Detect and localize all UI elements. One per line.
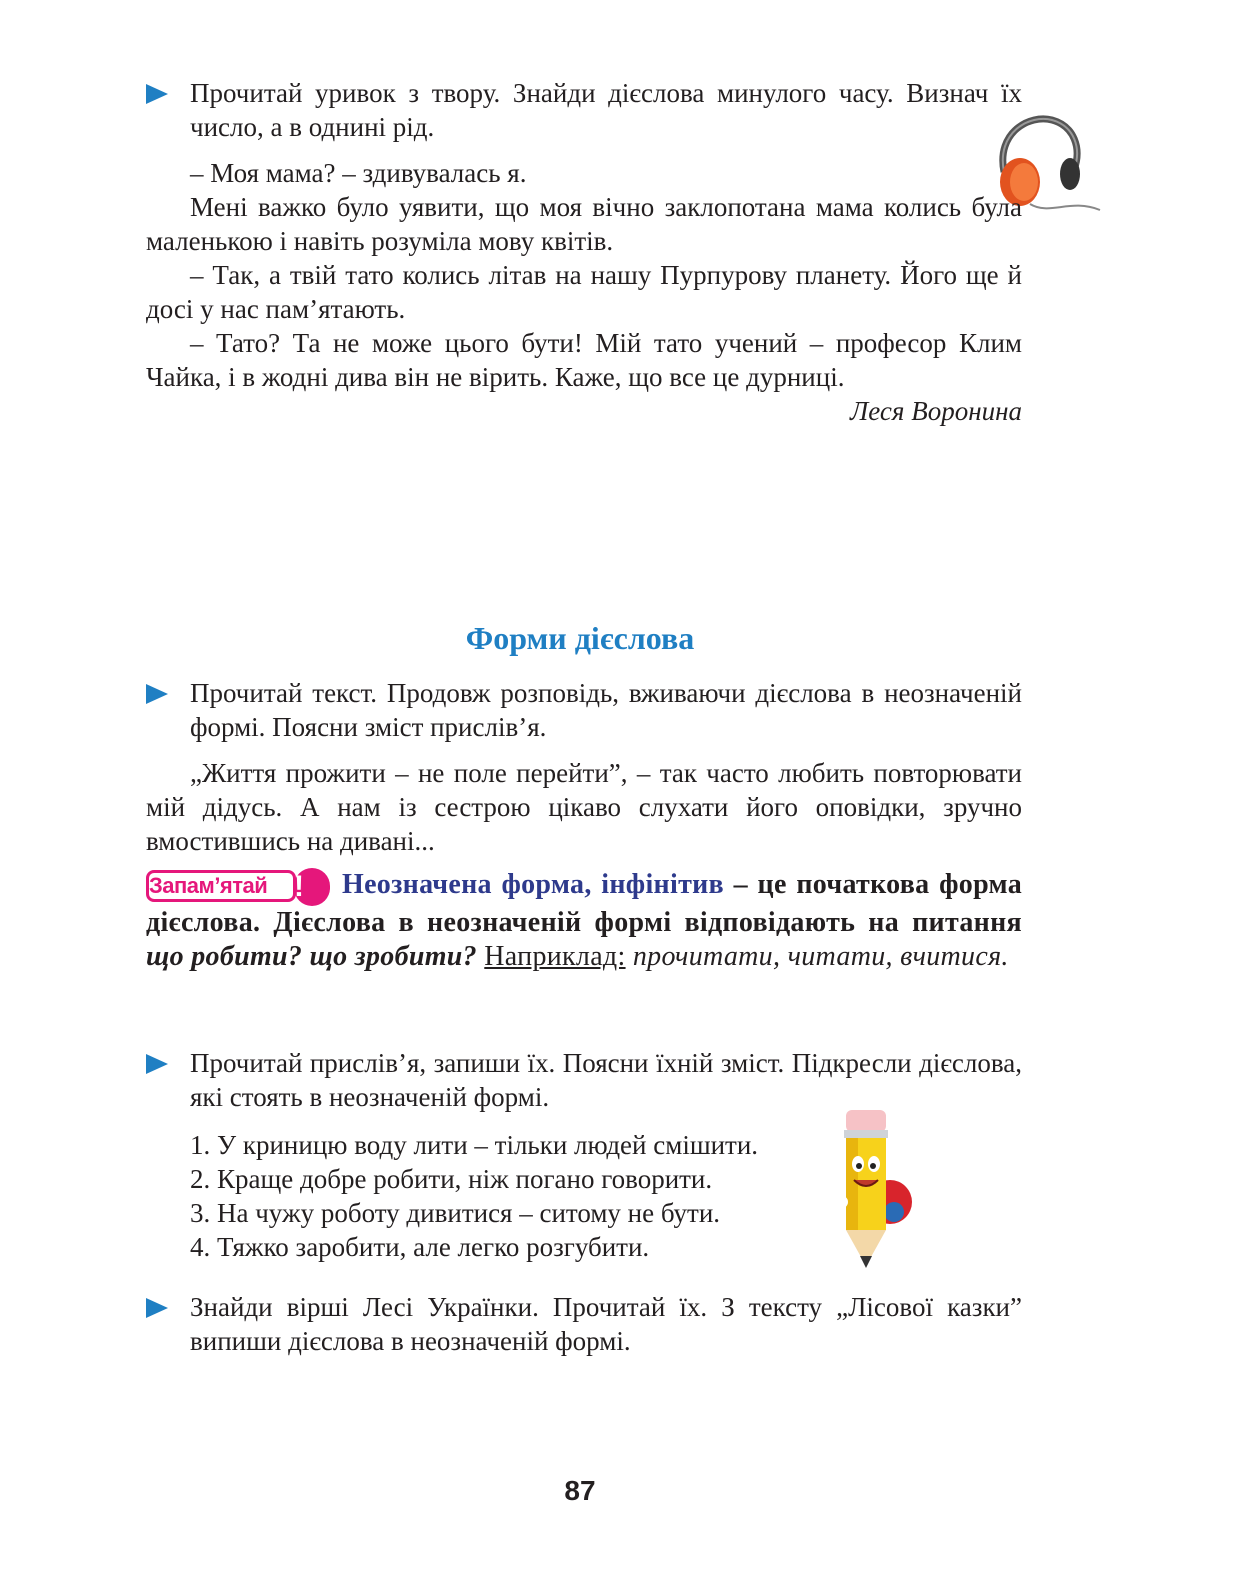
excerpt xyxy=(146,156,1022,428)
task-3-instruction: Прочитай прислів’я, запиши їх. Поясни їхній зміст. Підкресли дієслова, які стоять в неозначеній формі. xyxy=(190,1048,1022,1112)
proverb-item: 4. Тяжко заробити, але легко розгубити. xyxy=(190,1232,650,1262)
pencil-character-icon xyxy=(828,1106,918,1272)
task-1-instruction: Прочитай уривок з твору. Знайди дієслова минулого часу. Визнач їх число, а в однині рід. xyxy=(190,78,1022,142)
task-2 xyxy=(146,676,1022,744)
rule-term: Неозначена форма, інфінітив xyxy=(342,869,724,900)
task-2-text: „Життя прожити – не поле перейти”, – так часто любить повторювати мій дідусь. А нам із сестрою цікаво слухати його оповідки, зручно вмостившись на дивані... xyxy=(146,758,1022,856)
task-1 xyxy=(146,76,1022,144)
rule-questions: що робити? що зробити? xyxy=(146,941,477,972)
remember-badge-label: Запам’ятай xyxy=(146,870,296,902)
proverb-item: 2. Краще добре робити, ніж погано говорити. xyxy=(190,1164,713,1194)
rule-box xyxy=(146,868,1022,974)
task-2-instruction: Прочитай текст. Продовж розповідь, вживаючи дієслова в неозначеній формі. Поясни зміст прислів’я. xyxy=(190,678,1022,742)
task-3 xyxy=(146,1046,1022,1114)
excerpt-line: – Так, а твій тато колись літав на нашу Пурпурову планету. Його ще й досі у нас пам’ятають. xyxy=(146,260,1022,324)
remember-badge xyxy=(146,868,330,906)
author: Леся Воронина xyxy=(850,396,1022,426)
task-arrow-icon xyxy=(146,1298,168,1318)
task-4 xyxy=(146,1290,1022,1358)
section-title: Форми дієслова xyxy=(465,620,695,656)
task-4-instruction: Знайди вірші Лесі Українки. Прочитай їх. З тексту „Лісової казки” випиши дієслова в неозначеній формі. xyxy=(190,1292,1022,1356)
proverb-item: 1. У криницю воду лити – тільки людей смішити. xyxy=(190,1130,759,1160)
task-arrow-icon xyxy=(146,684,168,704)
rule-examples: прочитати, читати, вчитися. xyxy=(625,941,1009,972)
exclamation-icon: ! xyxy=(294,868,330,906)
excerpt-line: – Моя мама? – здивувалась я. xyxy=(190,158,527,188)
excerpt-line: – Тато? Та не може цього бути! Мій тато учений – професор Клим Чайка, і в жодні дива він не вірить. Каже, що все це дурниці. xyxy=(146,328,1022,392)
task-2-text-block xyxy=(146,756,1022,858)
rule-definition: – це початкова форма дієслова. Дієслова в неозначеній формі відповідають на питання xyxy=(146,869,1022,938)
task-arrow-icon xyxy=(146,84,168,104)
task-arrow-icon xyxy=(146,1054,168,1074)
excerpt-line: Мені важко було уявити, що моя вічно заклопотана мама колись була маленькою і навіть розуміла мову квітів. xyxy=(146,192,1022,256)
proverb-list xyxy=(190,1128,758,1264)
proverb-item: 3. На чужу роботу дивитися – ситому не бути. xyxy=(190,1198,721,1228)
page-number: 87 xyxy=(564,1475,596,1506)
example-label: Наприклад: xyxy=(484,941,626,972)
rule-text xyxy=(146,868,1022,974)
